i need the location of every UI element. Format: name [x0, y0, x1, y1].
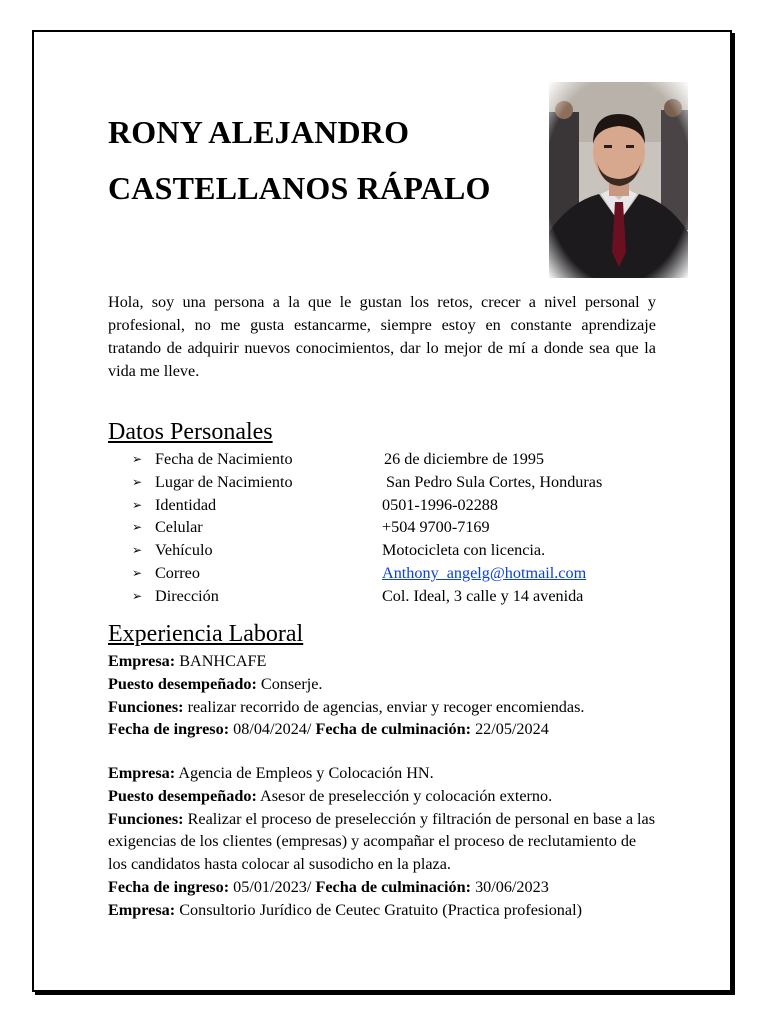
name-line-2: CASTELLANOS RÁPALO	[108, 170, 491, 206]
email-link[interactable]: Anthony_angelg@hotmail.com	[382, 563, 587, 582]
list-item	[132, 471, 692, 494]
list-item	[132, 539, 692, 562]
arrow-bullet-icon: ➢	[132, 520, 143, 535]
personal-data-list	[132, 448, 692, 608]
list-item	[132, 494, 692, 517]
work-experience-heading: Experiencia Laboral	[108, 621, 304, 647]
company-label: Empresa:	[108, 900, 176, 919]
position-label: Puesto desempeñado:	[108, 674, 257, 693]
intro-paragraph: Hola, soy una persona a la que le gustan los retos, crecer a nivel personal y profesional, no me gusta estancarme, siempre estoy en constante aprendizaje tratando de adquirir nuevos conocimientos, dar lo mejor de mí a donde sea que la vida me lleve.	[108, 293, 656, 380]
field-value: 26 de diciembre de 1995	[384, 450, 545, 468]
functions-label: Funciones:	[108, 697, 184, 716]
field-label: Celular	[155, 518, 203, 537]
profile-photo	[549, 82, 688, 278]
functions-value: realizar recorrido de agencias, enviar y recoger encomiendas.	[187, 697, 585, 716]
arrow-bullet-icon: ➢	[132, 543, 143, 558]
field-label: Identidad	[155, 495, 217, 514]
field-value: +504 9700-7169	[382, 518, 490, 537]
end-date-value: 30/06/2023	[475, 877, 549, 896]
company-value: Agencia de Empleos y Colocación HN.	[178, 764, 434, 782]
personal-data-heading: Datos Personales	[108, 419, 273, 445]
job-entry	[108, 762, 656, 922]
arrow-bullet-icon: ➢	[132, 452, 143, 466]
start-date-value: 05/01/2023/	[233, 877, 312, 896]
name-line-1: RONY ALEJANDRO	[108, 114, 410, 150]
position-value: Conserje.	[260, 674, 323, 693]
start-date-value: 08/04/2024/	[233, 720, 312, 739]
end-date-label: Fecha de culminación:	[315, 720, 472, 739]
functions-value: Realizar el proceso de preselección y filtración de personal en base a las exigencias de los clientes (empresas) y acompañar el proceso de reclutamiento de los candidatos hasta colocar al susodicho en la plaza.	[108, 809, 656, 874]
field-value: Col. Ideal, 3 calle y 14 avenida	[382, 586, 584, 605]
field-label: Fecha de Nacimiento	[155, 450, 293, 468]
list-item	[132, 516, 692, 539]
arrow-bullet-icon: ➢	[132, 588, 143, 603]
field-label: Vehículo	[155, 541, 213, 560]
list-item	[132, 448, 692, 471]
start-date-label: Fecha de ingreso:	[108, 720, 230, 739]
field-label: Lugar de Nacimiento	[155, 472, 293, 491]
arrow-bullet-icon: ➢	[132, 565, 143, 580]
field-value: San Pedro Sula Cortes, Honduras	[386, 472, 603, 491]
start-date-label: Fecha de ingreso:	[108, 877, 230, 896]
end-date-label: Fecha de culminación:	[315, 877, 472, 896]
arrow-bullet-icon: ➢	[132, 497, 143, 512]
job-entry	[108, 650, 656, 741]
company-label: Empresa:	[108, 652, 176, 670]
position-label: Puesto desempeñado:	[108, 786, 257, 805]
field-label: Dirección	[155, 586, 219, 605]
field-label: Correo	[155, 563, 200, 582]
arrow-bullet-icon: ➢	[132, 474, 143, 489]
company-label: Empresa:	[108, 764, 176, 782]
functions-label: Funciones:	[108, 809, 184, 828]
list-item	[132, 562, 692, 585]
field-value: 0501-1996-02288	[382, 495, 498, 514]
company-value: Consultorio Jurídico de Ceutec Gratuito (Practica profesional)	[179, 900, 582, 919]
field-value: Motocicleta con licencia.	[382, 541, 546, 560]
company-value: BANHCAFE	[179, 652, 267, 670]
position-value: Asesor de preselección y colocación externo.	[260, 786, 553, 805]
list-item	[132, 585, 692, 608]
end-date-value: 22/05/2024	[475, 720, 549, 739]
